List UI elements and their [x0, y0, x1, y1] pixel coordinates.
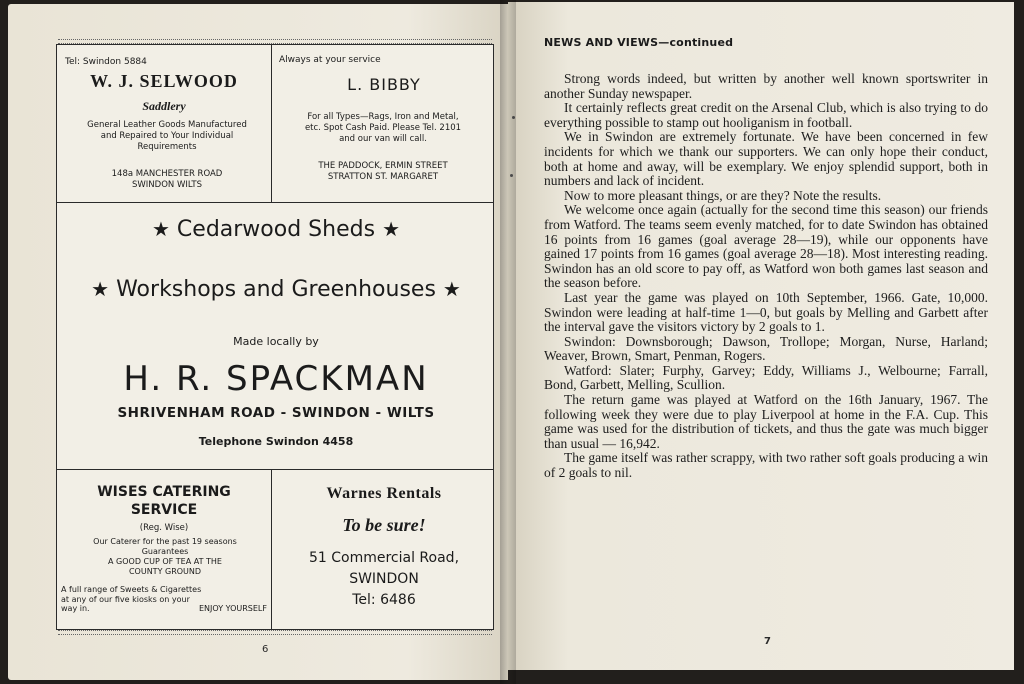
paragraph: Last year the game was played on 10th September, 1966. Gate, 10,000. Swindon were leading at half-time 1—0, but goals by Melling and Garbett after the interval gave the visitors victory by 2 goals to 1. [544, 289, 988, 335]
selwood-address: 148a MANCHESTER ROAD SWINDON WILTS [111, 169, 223, 190]
paragraph: Strong words indeed, but written by another well known sportswriter in another Sunday newspaper. [544, 71, 988, 101]
cedarwood-made-locally: Made locally by [233, 335, 319, 348]
paragraph: We in Swindon are extremely fortunate. We have been concerned in few incidents for which we thank our supporters. We can only hope their conduct, both at home and away, will be exemplary. We enjoy splendid support, both in numbers and lack of incident. [544, 129, 988, 189]
divider [57, 469, 493, 470]
paragraph: The return game was played at Watford on the 16th January, 1967. The following week they were due to play Liverpool at home in the F.A. Cup. This game was used for the distribution of tickets, and thus the gate was much bigger than usual — 16,942. [544, 392, 988, 451]
bibby-name: L. BIBBY [347, 75, 421, 94]
star-icon: ★ [91, 277, 110, 301]
paragraph: It certainly reflects great credit on the Arsenal Club, which is also trying to do everything possible to stamp out hooliganism in football. [544, 100, 988, 130]
page-number-right: 7 [764, 636, 771, 647]
selwood-trade: Saddlery [142, 99, 186, 113]
paragraph: Watford: Slater; Furphy, Garvey; Eddy, Williams J., Welbourne; Farrall, Bond, Garbett, Melling, Scullion. [544, 362, 988, 393]
divider [57, 202, 493, 203]
spackman-telephone: Telephone Swindon 4458 [198, 435, 354, 448]
star-icon: ★ [442, 277, 461, 301]
warnes-slogan: To be sure! [342, 515, 426, 535]
wises-name: WISES CATERING SERVICE [97, 484, 231, 518]
selwood-description: General Leather Goods Manufactured and Repaired to Your Individual Requirements [87, 120, 247, 152]
selwood-tel: Tel: Swindon 5884 [65, 57, 147, 67]
book-gutter [500, 0, 516, 684]
paragraph: We welcome once again (actually for the second time this season) our friends from Watford. The teams seem evenly matched, for to date Swindon has obtained 16 points from 16 games (goal average 28—19), while our opponents have gained 17 points from 16 games (goal average 28—18). Most interesting reading. Swindon has an old score to pay off, as Watford won both games last season and the season before. [544, 202, 988, 291]
bibby-address: THE PADDOCK, ERMIN STREET STRATTON ST. MARGARET [318, 161, 448, 182]
wises-slogan: ENJOY YOURSELF [198, 604, 267, 613]
left-page [8, 4, 508, 680]
article-body [544, 72, 988, 481]
bibby-intro: Always at your service [279, 55, 381, 65]
warnes-address: 51 Commercial Road, SWINDON Tel: 6486 [308, 550, 460, 608]
bibby-description: For all Types—Rags, Iron and Metal, etc. Spot Cash Paid. Please Tel. 2101 and our van will call. [304, 112, 462, 144]
article-heading: NEWS AND VIEWS—continued [544, 36, 734, 49]
right-page [508, 2, 1014, 670]
star-icon: ★ [382, 217, 400, 241]
paragraph: Now to more pleasant things, or are they? Note the results. [564, 187, 882, 203]
wises-kiosks: A full range of Sweets & Cigarettes at any of our five kiosks on your way in. ENJOY YOURSELF [61, 585, 267, 613]
paragraph: The game itself was rather scrappy, with two rather soft goals producing a win of 2 goals to nil. [544, 450, 988, 481]
paragraph: Swindon: Downsborough; Dawson, Trollope; Morgan, Nurse, Harland; Weaver, Brown, Smart, Penman, Rogers. [544, 333, 988, 364]
wises-reg: (Reg. Wise) [139, 523, 189, 533]
divider [271, 45, 272, 202]
page-number-left: 6 [262, 644, 269, 655]
wises-description: Our Caterer for the past 19 seasons Guarantees A GOOD CUP OF TEA AT THE COUNTY GROUND [93, 537, 237, 576]
cedarwood-headline: ★ Cedarwood Sheds ★ [151, 217, 400, 242]
advert-frame [56, 44, 494, 630]
divider [271, 469, 272, 631]
cedarwood-subheadline: ★ Workshops and Greenhouses ★ [91, 277, 461, 302]
spackman-name: H. R. SPACKMAN [123, 359, 429, 399]
spackman-address: SHRIVENHAM ROAD - SWINDON - WILTS [117, 405, 435, 421]
star-icon: ★ [151, 217, 170, 241]
warnes-name: Warnes Rentals [326, 485, 442, 502]
selwood-name: W. J. SELWOOD [90, 71, 238, 91]
